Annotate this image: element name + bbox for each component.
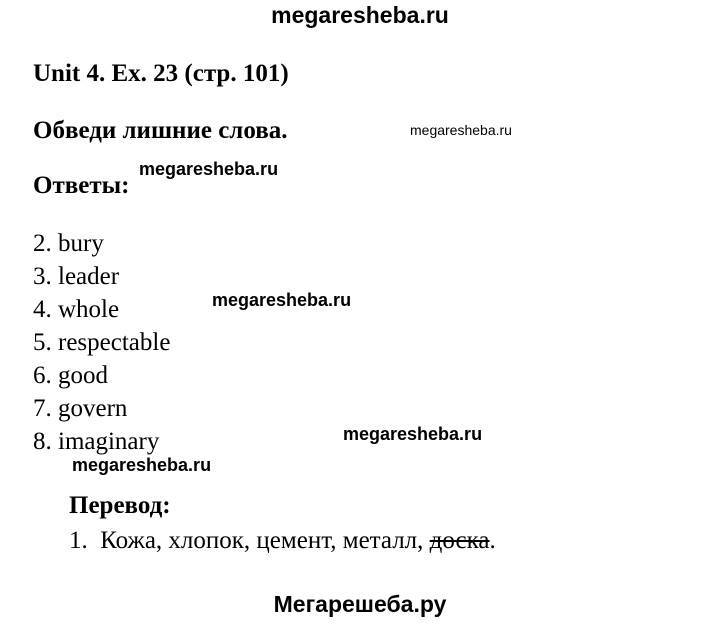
answer-item: 2. bury <box>33 230 104 257</box>
watermark-list-middle: megaresheba.ru <box>212 290 352 310</box>
answer-item: 4. whole <box>33 296 120 323</box>
answer-item: 3. leader <box>33 263 120 290</box>
exercise-title: Unit 4. Ex. 23 (стр. 101) <box>33 60 289 87</box>
answer-item: 8. imaginary <box>33 428 160 455</box>
translation-line <box>69 524 496 557</box>
answers-label: Ответы: <box>33 172 130 199</box>
translation-period: . <box>489 527 496 554</box>
answers-list <box>33 227 170 458</box>
watermark-small-right: megaresheba.ru <box>410 122 512 138</box>
watermark-answers: megaresheba.ru <box>139 159 279 179</box>
translation-number: 1. <box>69 527 88 554</box>
task-instruction: Обведи лишние слова. <box>33 117 288 144</box>
answer-item: 7. govern <box>33 395 128 422</box>
watermark-list-bottom: megaresheba.ru <box>72 455 212 475</box>
answer-item: 6. good <box>33 362 108 389</box>
watermark-list-right: megaresheba.ru <box>343 424 483 444</box>
crossed-out-word: доска <box>429 527 490 554</box>
watermark-top: megaresheba.ru <box>271 2 449 28</box>
translation-label: Перевод: <box>69 492 171 519</box>
translation-text: Кожа, хлопок, цемент, металл, <box>100 527 430 554</box>
watermark-bottom: Мегарешеба.ру <box>273 591 447 617</box>
answer-item: 5. respectable <box>33 329 171 356</box>
